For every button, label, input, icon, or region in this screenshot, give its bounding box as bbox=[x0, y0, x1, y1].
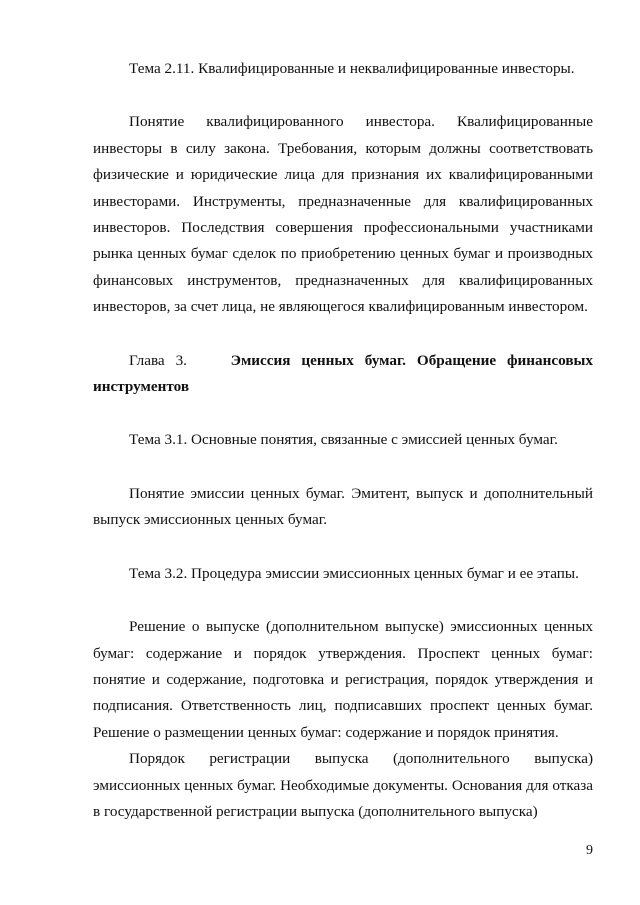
spacer bbox=[93, 321, 593, 348]
spacer bbox=[93, 587, 593, 614]
paragraph-3-1: Понятие эмиссии ценных бумаг. Эмитент, выпуск и дополнительный выпуск эмиссионных ценных бумаг. bbox=[93, 484, 593, 529]
paragraph-3-2-a: Решение о выпуске (дополнительном выпуске) эмиссионных ценных бумаг: содержание и порядок утверждения. Проспект ценных бумаг: понятие и содержание, подготовка и регистрация, порядок утверждения и подписания. Ответственность лиц, подписавших проспект ценных бумаг. Решение о размещении ценных бумаг: содержание и порядок принятия. bbox=[93, 618, 593, 741]
chapter-prefix: Глава 3. bbox=[129, 351, 187, 369]
topic-heading-3-1: Тема 3.1. Основные понятия, связанные с эмиссией ценных бумаг. bbox=[129, 431, 558, 449]
paragraph-2-11: Понятие квалифицированного инвестора. Квалифицированные инвесторы в силу закона. Требования, которым должны соответствовать физические и юридические лица для признания их квалифицированными инвесторами. Инструменты, предназначенные для квалифицированных инвесторов. Последствия совершения профессиональными участниками рынка ценных бумаг сделок по приобретению ценных бумаг и производных финансовых инструментов, предназначенных для квалифицированных инвесторов, за счет лица, не являющегося квалифицированным инвестором. bbox=[93, 113, 593, 316]
paragraph-3-2-b: Порядок регистрации выпуска (дополнительного выпуска) эмиссионных ценных бумаг. Необходимые документы. Основания для отказа в государственной регистрации выпуска (дополнительного выпуска) bbox=[93, 750, 593, 820]
spacer bbox=[93, 534, 593, 561]
document-body bbox=[93, 56, 593, 825]
spacer bbox=[93, 82, 593, 109]
topic-heading-3-2: Тема 3.2. Процедура эмиссии эмиссионных ценных бумаг и ее этапы. bbox=[129, 564, 579, 582]
spacer bbox=[93, 400, 593, 427]
spacer bbox=[93, 454, 593, 481]
topic-heading-2-11: Тема 2.11. Квалифицированные и неквалифицированные инвесторы. bbox=[129, 60, 575, 77]
page-number: 9 bbox=[586, 843, 593, 858]
chapter-heading bbox=[93, 348, 593, 401]
chapter-title: Эмиссия ценных бумаг. Обращение финансовых инструментов bbox=[93, 351, 594, 396]
